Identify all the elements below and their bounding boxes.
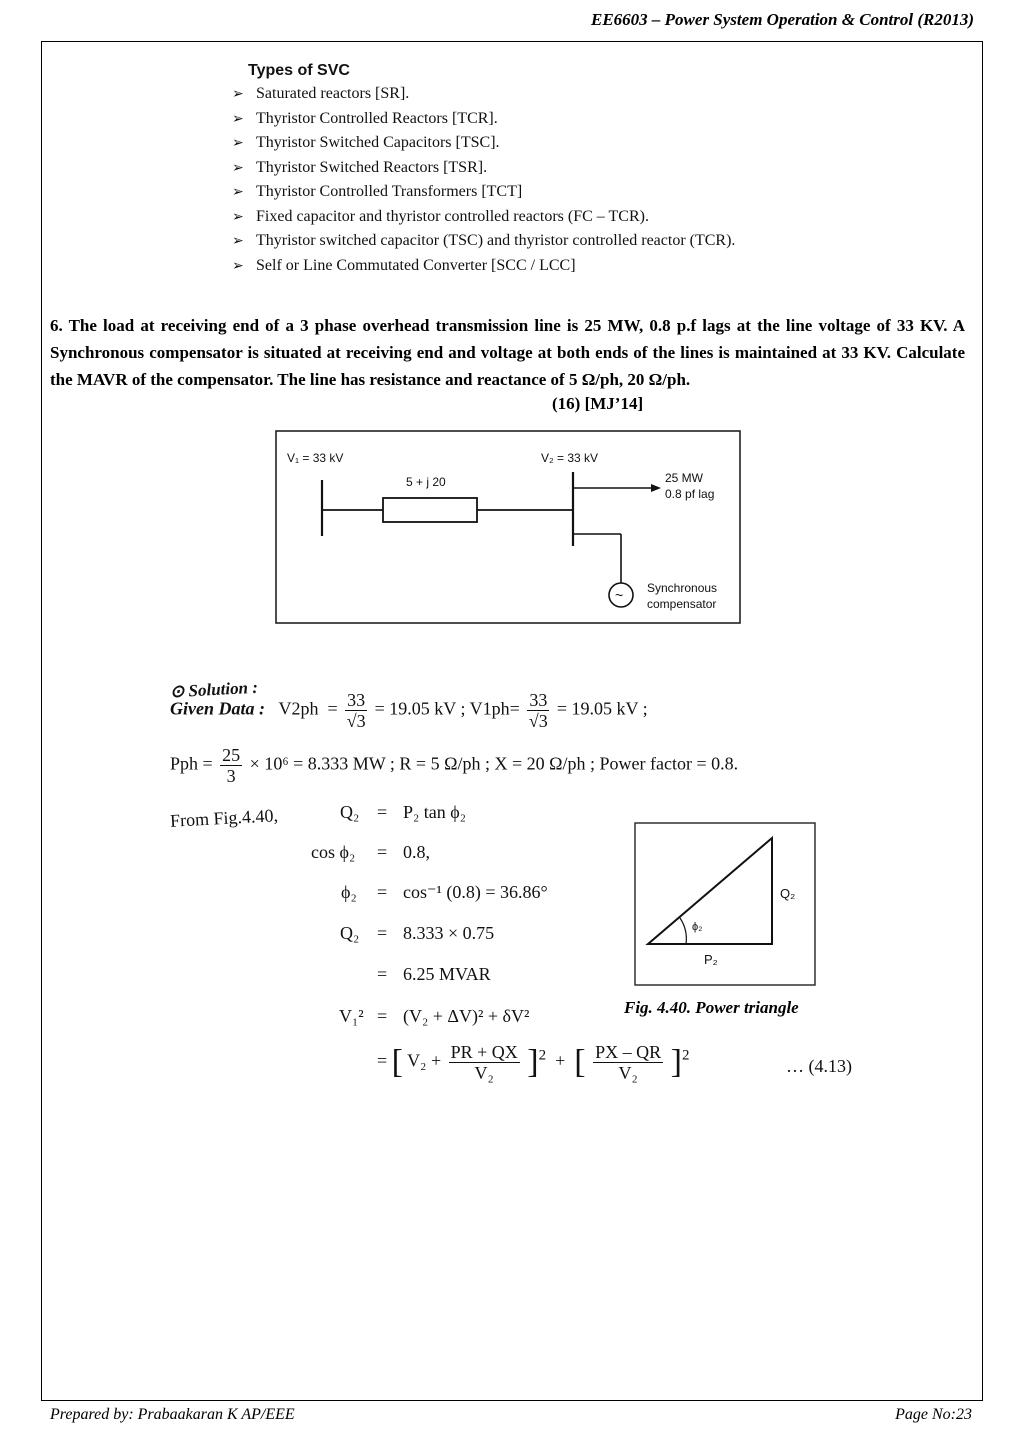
arrow-bullet-icon: ➢ <box>232 160 244 176</box>
eq-cos-l: cos ϕ₂ <box>311 842 356 862</box>
arrow-bullet-icon: ➢ <box>232 87 244 102</box>
pph-line: Pph = $\frac{25}{3}$ × 10⁶ = 8.333 MW ; R = 5 Ω/ph ; X = 20 Ω/ph ; Power factor = 0.8. <box>170 745 739 786</box>
compensator-label-1: Synchronous <box>647 581 718 595</box>
arrow-bullet-icon: ➢ <box>232 234 244 249</box>
question-text: 6. The load at receiving end of a 3 phase overhead transmission line is 25 MW, 0.8 p.f lags at the line voltage of 33 KV. A Synchronous compensator is situated at receiving end and voltage at both ends of the lines is maintained at 33 KV. Calculate the MAVR of the compensator. The line has resistance and reactance of 5 Ω/ph, 20 Ω/ph. <box>50 316 965 389</box>
load-arrow-icon <box>651 484 661 492</box>
question-marks: (16) [MJ’14] <box>552 394 644 413</box>
eq-q2-l: Q₂ <box>340 802 360 822</box>
svc-item: ➢ Thyristor Controlled Transformers [TCT] <box>232 180 832 205</box>
equation-reference: … (4.13) <box>786 1056 852 1076</box>
solution-heading: ⊙ Solution : <box>169 677 259 702</box>
compensator-label-2: compensator <box>647 597 717 611</box>
eq-q2b-r: 8.333 × 0.75 <box>403 923 495 943</box>
p2-label: P₂ <box>704 952 718 967</box>
eq-equals: = <box>377 964 388 984</box>
v1-label: V₁ = 33 kV <box>287 451 344 465</box>
load-mw-label: 25 MW <box>665 471 704 485</box>
eq-equals: = <box>377 882 388 902</box>
fraction-33-over-root3: $\frac{33}{√3}$ <box>528 690 548 731</box>
eq-mvar: 6.25 MVAR <box>403 964 491 984</box>
footer-prepared-by: Prepared by: Prabaakaran K AP/EEE <box>50 1406 295 1423</box>
fraction-33-over-root3: $\frac{33}{√3}$ <box>346 690 366 731</box>
svc-item: ➢ Fixed capacitor and thyristor controlled reactors (FC – TCR). <box>232 205 832 230</box>
solution-icon: ⊙ <box>169 681 185 702</box>
phi-label: ϕ₂ <box>692 921 703 933</box>
fraction-25-over-3: $\frac{25}{3}$ <box>222 745 241 786</box>
eq-equals: = <box>377 1006 388 1026</box>
svc-item: ➢ Thyristor Switched Reactors [TSR]. <box>232 156 832 181</box>
eq-phi-l: ϕ₂ <box>341 882 357 902</box>
svc-title: Types of SVC <box>248 62 350 79</box>
eq-q2-r: P₂ tan ϕ₂ <box>403 802 467 822</box>
from-fig-label: From Fig.4.40, <box>169 805 279 831</box>
impedance-label: 5 + j 20 <box>406 475 446 489</box>
q2-label: Q₂ <box>780 886 796 901</box>
footer-page-number: Page No:23 <box>895 1406 972 1423</box>
arrow-bullet-icon: ➢ <box>232 185 244 200</box>
generator-symbol: ~ <box>615 587 624 603</box>
triangle-shape <box>648 838 772 944</box>
impedance-resistor <box>383 498 477 522</box>
figure-caption: Fig. 4.40. Power triangle <box>624 998 799 1017</box>
eq-phi-r: cos⁻¹ (0.8) = 36.86° <box>403 882 548 902</box>
eq-4-13: = [ V₂ + $\frac{PR + QX}{\text{V₂}}$ ]$^2$ + [ $\frac{PX - QR}{\text{V₂}}$ ]$^2$ <box>377 1042 690 1083</box>
fraction-px-qr: $\frac{PX - QR}{\text{V₂}}$ <box>595 1042 662 1083</box>
svc-item: ➢ Thyristor switched capacitor (TSC) and thyristor controlled reactor (TCR). <box>232 229 832 254</box>
eq-v1sq-l: V₁² <box>339 1006 364 1026</box>
arrow-bullet-icon: ➢ <box>232 136 244 151</box>
fraction-pr-qx: $\frac{PR + QX}{\text{V₂}}$ <box>450 1042 518 1083</box>
power-triangle <box>634 822 816 986</box>
eq-v1sq-r: (V₂ + ΔV)² + δV² <box>403 1006 530 1026</box>
eq-equals: = <box>377 842 388 862</box>
given-data-line: Given Data : V2ph = $\frac{33}{√3}$ = 19.05 kV ; V1ph= $\frac{33}{√3}$ = 19.05 kV ; <box>170 690 648 731</box>
arrow-bullet-icon: ➢ <box>232 209 244 225</box>
eq-equals: = <box>377 923 388 943</box>
eq-cos-r: 0.8, <box>403 842 430 862</box>
svc-types <box>232 62 832 278</box>
circuit-diagram <box>275 430 741 624</box>
arrow-bullet-icon: ➢ <box>232 258 244 274</box>
svc-item: ➢ Self or Line Commutated Converter [SCC / LCC] <box>232 254 832 279</box>
v2-label: V₂ = 33 kV <box>541 451 599 465</box>
eq-q2b-l: Q₂ <box>340 923 360 943</box>
svc-item: ➢ Thyristor Switched Capacitors [TSC]. <box>232 131 832 156</box>
svc-item: ➢ Thyristor Controlled Reactors [TCR]. <box>232 107 832 132</box>
svc-item: ➢ Saturated reactors [SR]. <box>232 82 832 107</box>
page-header: EE6603 – Power System Operation & Control (R2013) <box>591 10 974 29</box>
arrow-bullet-icon: ➢ <box>232 111 244 127</box>
load-pf-label: 0.8 pf lag <box>665 487 715 501</box>
eq-equals: = <box>377 802 388 822</box>
